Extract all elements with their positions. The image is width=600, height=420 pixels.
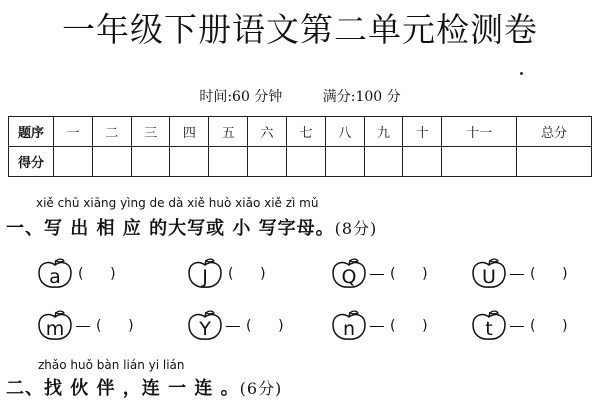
letter-item (186, 310, 284, 342)
answer-blank[interactable]: ( ) (390, 266, 428, 282)
row-label: 得分 (9, 147, 54, 177)
q1-text: 一、写 出 相 应 的大写或 小 写字母。 (6, 218, 335, 239)
header-cell: 二 (92, 117, 131, 147)
score-cell[interactable] (403, 147, 442, 177)
score-cell[interactable] (325, 147, 364, 177)
apple-letter: Y (199, 318, 211, 340)
letter-item (470, 310, 568, 342)
apple-icon (36, 258, 74, 290)
apple-icon (330, 310, 368, 342)
page-title: 一年级下册语文第二单元检测卷 (62, 10, 538, 49)
header-cell: 一 (54, 117, 93, 147)
score-cell[interactable] (442, 147, 517, 177)
q2-pinyin: zhǎo huǒ bàn lián yi lián (38, 358, 185, 372)
connector-dash (510, 326, 524, 327)
time-limit: 时间:60 分钟 (199, 89, 283, 105)
connector-dash (370, 326, 384, 327)
q2-text: 二、找 伙 伴 ，连 一 连 。 (6, 378, 240, 399)
score-cell[interactable] (170, 147, 209, 177)
letter-item (470, 258, 568, 290)
q1-pinyin: xiě chū xiāng yìng de dà xiě huò xiǎo xiě zì mǔ (36, 196, 319, 210)
connector-dash (226, 326, 240, 327)
apple-letter: t (485, 318, 493, 340)
q2-heading (6, 374, 282, 400)
header-cell: 三 (131, 117, 170, 147)
letter-item (186, 258, 266, 290)
apple-letter: m (45, 318, 65, 340)
full-score: 满分:100 分 (322, 89, 401, 105)
apple-letter: U (482, 266, 496, 288)
header-cell: 总分 (517, 117, 592, 147)
apple-icon (330, 258, 368, 290)
answer-blank[interactable]: ( ) (246, 318, 284, 334)
speck (520, 72, 523, 75)
header-cell: 七 (286, 117, 325, 147)
q1-points: (8分) (334, 219, 378, 238)
answer-blank[interactable]: ( ) (96, 318, 134, 334)
score-cell[interactable] (517, 147, 592, 177)
header-cell: 八 (325, 117, 364, 147)
score-table-score-row (9, 147, 592, 177)
header-cell: 五 (209, 117, 248, 147)
header-cell: 四 (170, 117, 209, 147)
score-table-header-row (9, 117, 592, 147)
apple-icon (186, 258, 224, 290)
score-cell[interactable] (209, 147, 248, 177)
score-table (8, 116, 592, 177)
apple-letter: J (202, 266, 208, 288)
letter-item (36, 258, 116, 290)
connector-dash (510, 274, 524, 275)
connector-dash (76, 326, 90, 327)
q2-points: (6分) (239, 379, 283, 398)
letter-item (330, 310, 428, 342)
header-cell: 十 (403, 117, 442, 147)
apple-icon (36, 310, 74, 342)
answer-blank[interactable]: ( ) (78, 266, 116, 282)
exam-meta (0, 86, 600, 106)
answer-blank[interactable]: ( ) (530, 266, 568, 282)
letter-item (36, 310, 134, 342)
score-cell[interactable] (248, 147, 287, 177)
header-cell: 十一 (442, 117, 517, 147)
score-cell[interactable] (286, 147, 325, 177)
score-cell[interactable] (364, 147, 403, 177)
letter-item (330, 258, 428, 290)
header-cell: 九 (364, 117, 403, 147)
answer-blank[interactable]: ( ) (530, 318, 568, 334)
score-cell[interactable] (92, 147, 131, 177)
q1-heading (6, 214, 377, 240)
header-cell: 六 (248, 117, 287, 147)
apple-letter: Q (341, 266, 357, 288)
apple-icon (186, 310, 224, 342)
answer-blank[interactable]: ( ) (228, 266, 266, 282)
apple-icon (470, 258, 508, 290)
apple-icon (470, 310, 508, 342)
score-cell[interactable] (131, 147, 170, 177)
apple-letter: a (49, 266, 61, 288)
apple-letter: n (342, 318, 356, 340)
answer-blank[interactable]: ( ) (390, 318, 428, 334)
header-cell: 题序 (9, 117, 54, 147)
score-cell[interactable] (54, 147, 93, 177)
connector-dash (370, 274, 384, 275)
